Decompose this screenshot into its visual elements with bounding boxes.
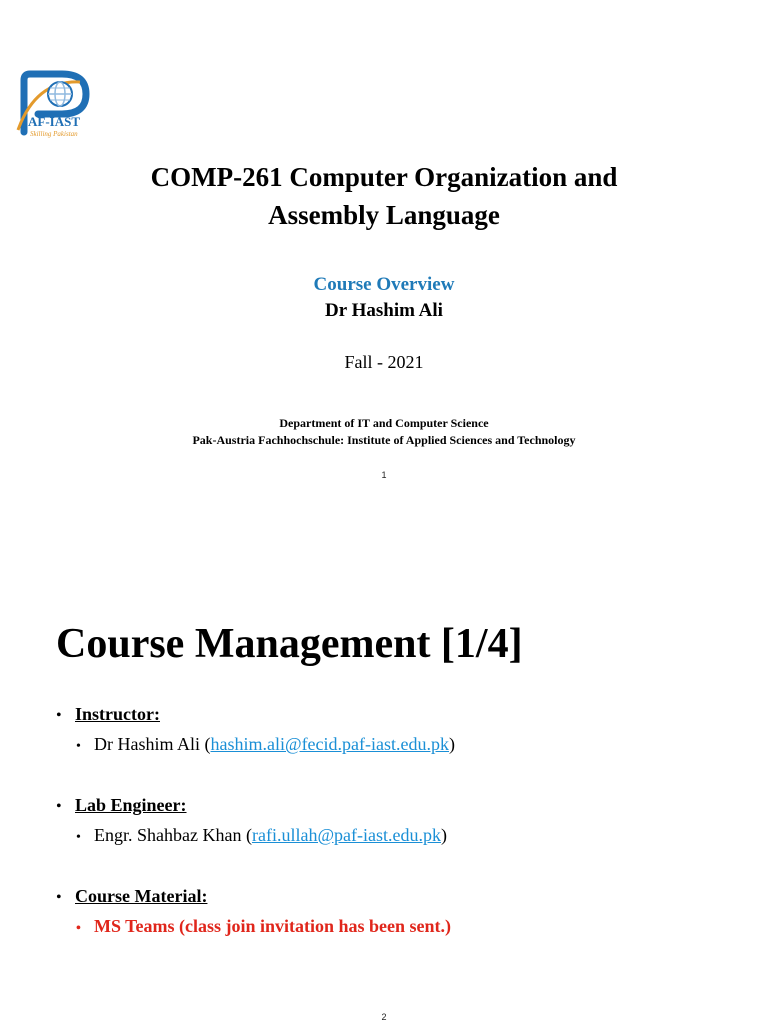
list-item	[56, 821, 756, 852]
course-material-group	[56, 882, 756, 943]
lab-engineer-entry	[94, 821, 447, 849]
course-title	[0, 158, 768, 234]
course-material-label: Course Material:	[75, 886, 208, 906]
bullet-icon: •	[76, 739, 81, 754]
page-number-2: 2	[381, 1012, 387, 1022]
bullet-icon: •	[56, 889, 62, 906]
course-management-list	[56, 700, 756, 973]
course-title-line1: COMP-261 Computer Organization and	[150, 162, 618, 192]
slide-title: Course Management [1/4]	[56, 621, 523, 667]
lab-engineer-close-paren: )	[440, 825, 447, 845]
instructor-name: Dr Hashim Ali (	[94, 734, 211, 754]
list-item	[56, 700, 756, 730]
course-material-item: MS Teams (class join invitation has been sent.)	[94, 916, 452, 936]
institute-name: Pak-Austria Fachhochschule: Institute of Applied Sciences and Technology	[192, 433, 576, 447]
paf-iast-logo	[16, 70, 96, 140]
list-item	[56, 882, 756, 912]
lab-engineer-name: Engr. Shahbaz Khan (	[94, 825, 252, 845]
logo-tagline: Skilling Pakistan	[30, 130, 78, 138]
list-item	[56, 791, 756, 821]
lab-engineer-group	[56, 791, 756, 852]
bullet-icon: •	[56, 707, 62, 724]
lab-engineer-email-link[interactable]: rafi.ullah@paf-iast.edu.pk	[251, 825, 441, 845]
logo-text: AF-IAST	[28, 114, 81, 129]
list-item	[56, 730, 756, 761]
department-name: Department of IT and Computer Science	[279, 416, 489, 430]
list-item	[56, 912, 756, 943]
instructor-label: Instructor:	[75, 704, 160, 724]
logo-graphic	[16, 70, 96, 140]
bullet-icon: •	[76, 921, 81, 936]
course-title-line2: Assembly Language	[268, 200, 500, 230]
instructor-email-link[interactable]: hashim.ali@fecid.paf-iast.edu.pk	[210, 734, 449, 754]
bullet-icon: •	[76, 830, 81, 845]
lab-engineer-label: Lab Engineer:	[75, 795, 187, 815]
bullet-icon: •	[56, 798, 62, 815]
page-number-1: 1	[381, 470, 387, 480]
instructor-entry	[94, 730, 455, 758]
author-name: Dr Hashim Ali	[325, 300, 443, 321]
instructor-group	[56, 700, 756, 761]
instructor-close-paren: )	[449, 734, 455, 754]
course-overview-heading: Course Overview	[313, 274, 455, 295]
term-label: Fall - 2021	[344, 352, 424, 372]
